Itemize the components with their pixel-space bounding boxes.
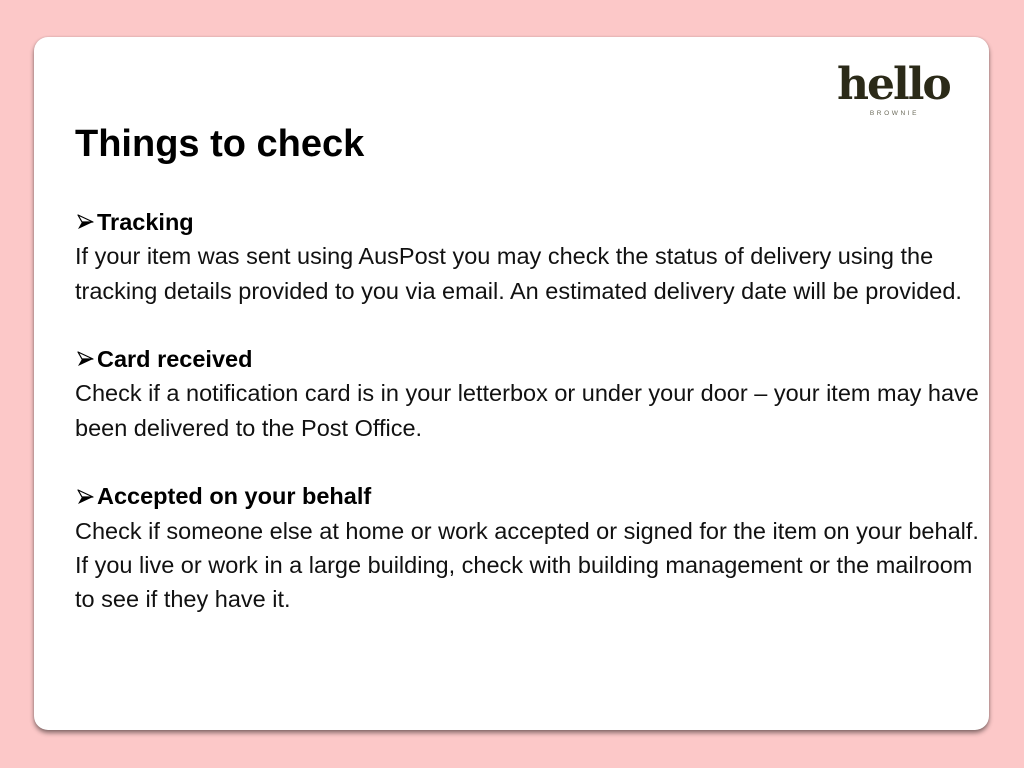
arrowhead-bullet-icon <box>75 212 95 232</box>
slide-card <box>34 37 989 730</box>
section-accepted-on-behalf <box>75 479 980 616</box>
arrowhead-bullet-icon <box>75 349 95 369</box>
section-heading-label: Tracking <box>97 209 194 235</box>
section-body: Check if someone else at home or work accepted or signed for the item on your behalf. If you live or work in a large building, check with building management or the mailroom to see if they have it. <box>75 517 979 613</box>
hello-brownie-logo <box>837 59 950 117</box>
page-title: Things to check <box>75 123 365 165</box>
checklist <box>75 205 980 651</box>
section-heading <box>75 342 980 376</box>
arrowhead-bullet-icon <box>75 487 95 507</box>
section-heading <box>75 205 980 239</box>
section-tracking <box>75 205 980 308</box>
section-heading-label: Card received <box>97 346 253 373</box>
section-card-received <box>75 342 980 445</box>
section-heading-label: Accepted on your behalf <box>97 483 372 510</box>
section-body: If your item was sent using AusPost you may check the status of delivery using the tracking details provided to you via email. An estimated delivery date will be provided. <box>75 243 962 304</box>
logo-wordmark: hello <box>837 59 950 110</box>
section-heading <box>75 479 980 513</box>
section-body: Check if a notification card is in your letterbox or under your door – your item may have been delivered to the Post Office. <box>75 380 979 441</box>
logo-subtitle: BROWNIE <box>869 110 920 117</box>
